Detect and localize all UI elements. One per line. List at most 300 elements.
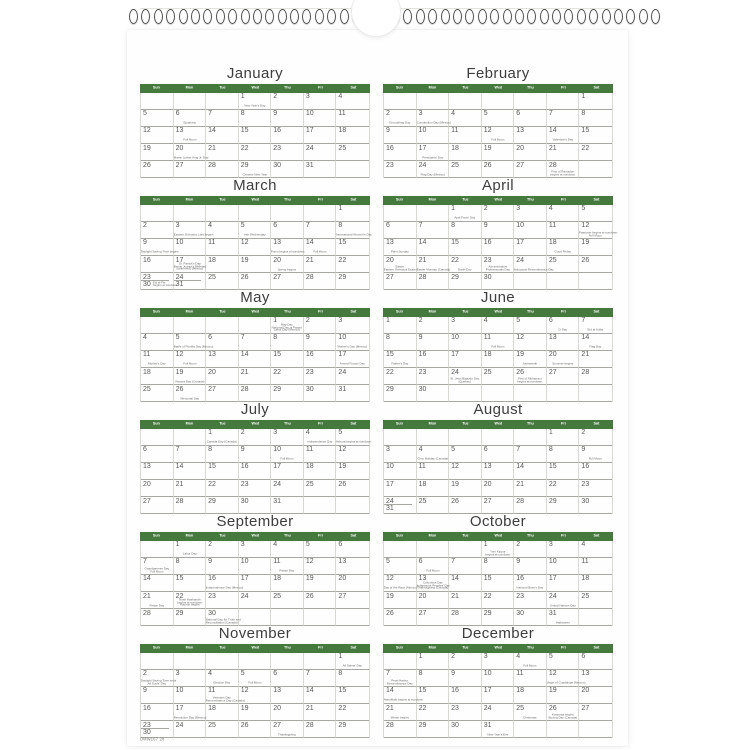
wire-loop-icon bbox=[626, 9, 635, 24]
day-cell bbox=[417, 670, 450, 687]
weekday-header-bar bbox=[140, 308, 370, 317]
day-number: 14 bbox=[143, 575, 151, 583]
wire-loop-icon bbox=[441, 9, 450, 24]
split-overflow-day bbox=[384, 504, 412, 514]
holiday-label: Virgin of Guadalupe (Mexico) bbox=[546, 681, 586, 686]
day-cell bbox=[271, 127, 304, 144]
day-number: 3 bbox=[273, 429, 278, 436]
holiday-label: Memorial Day bbox=[180, 397, 199, 401]
day-cell bbox=[449, 429, 482, 446]
day-number: 2 bbox=[581, 429, 586, 436]
day-number: 20 bbox=[143, 480, 151, 488]
day-cell bbox=[239, 334, 272, 351]
day-number: 23 bbox=[143, 721, 151, 729]
day-number: 24 bbox=[175, 273, 184, 281]
day-number: 21 bbox=[143, 592, 151, 600]
day-number: 18 bbox=[451, 144, 459, 152]
day-cell bbox=[239, 205, 272, 222]
weekday-label: Wed bbox=[251, 86, 259, 90]
day-number: 14 bbox=[581, 334, 590, 342]
weekday-label: Wed bbox=[494, 422, 502, 426]
day-cell bbox=[304, 239, 337, 256]
day-cell bbox=[482, 609, 515, 626]
day-number: 14 bbox=[548, 127, 557, 135]
day-number: 26 bbox=[386, 609, 394, 617]
day-number: 11 bbox=[548, 222, 557, 230]
day-cell bbox=[449, 592, 482, 609]
day-number: 24 bbox=[516, 256, 525, 264]
day-cell bbox=[547, 273, 580, 290]
weekday-label: Thu bbox=[284, 310, 292, 314]
day-number: 27 bbox=[483, 497, 492, 505]
day-cell bbox=[336, 497, 369, 514]
day-number: 24 bbox=[175, 721, 184, 729]
weekday-label: Sat bbox=[593, 86, 600, 90]
day-cell bbox=[206, 351, 239, 368]
day-cell bbox=[579, 592, 612, 609]
day-cell bbox=[336, 351, 369, 368]
day-number: 9 bbox=[305, 334, 310, 342]
day-cell bbox=[547, 93, 580, 110]
day-number: 19 bbox=[240, 256, 249, 264]
day-number: 20 bbox=[208, 368, 216, 376]
day-number: 7 bbox=[143, 558, 147, 566]
day-cell bbox=[482, 256, 515, 273]
day-number: 1 bbox=[175, 541, 180, 548]
day-number: 3 bbox=[175, 670, 180, 678]
day-cell bbox=[514, 239, 547, 256]
day-number: 14 bbox=[386, 687, 394, 695]
day-cell bbox=[206, 144, 239, 161]
day-number: 18 bbox=[273, 575, 282, 583]
day-cell bbox=[514, 721, 547, 738]
weekday-label: Mon bbox=[185, 310, 194, 314]
day-cell bbox=[384, 351, 417, 368]
day-cell bbox=[417, 385, 450, 402]
day-number: 13 bbox=[418, 575, 427, 583]
day-cell bbox=[174, 480, 207, 497]
day-cell bbox=[579, 609, 612, 626]
day-cell bbox=[304, 541, 337, 558]
day-number: 2 bbox=[386, 110, 390, 118]
day-number: 2 bbox=[143, 222, 147, 230]
day-cell bbox=[239, 127, 272, 144]
day-cell bbox=[482, 670, 515, 687]
day-cell bbox=[174, 429, 207, 446]
day-cell bbox=[140, 670, 177, 687]
day-number: 3 bbox=[240, 541, 245, 548]
weekday-label: Thu bbox=[527, 422, 535, 426]
weekday-label: Fri bbox=[561, 534, 567, 538]
weekday-label: Sun bbox=[152, 422, 160, 426]
day-number: 21 bbox=[581, 351, 590, 359]
holiday-label: Epiphany bbox=[183, 121, 196, 126]
day-number: 16 bbox=[240, 463, 249, 471]
wire-loop-icon bbox=[552, 9, 561, 24]
day-cell bbox=[514, 558, 547, 575]
day-number: 18 bbox=[418, 480, 427, 488]
day-number: 23 bbox=[305, 368, 314, 376]
day-cell bbox=[482, 161, 515, 178]
day-number: 1 bbox=[240, 93, 245, 100]
weekday-label: Wed bbox=[494, 86, 502, 90]
month-august bbox=[383, 402, 613, 514]
month-grid bbox=[140, 205, 373, 291]
day-number: 27 bbox=[273, 273, 282, 281]
day-number: 10 bbox=[548, 558, 557, 566]
day-number: 30 bbox=[516, 609, 525, 617]
day-number: 9 bbox=[240, 446, 245, 454]
day-cell bbox=[174, 256, 207, 273]
day-cell bbox=[449, 463, 482, 480]
holiday-label: Christmas bbox=[523, 715, 537, 720]
day-cell bbox=[417, 222, 450, 239]
day-cell bbox=[206, 110, 239, 127]
day-number: 10 bbox=[516, 222, 525, 230]
day-number: 11 bbox=[338, 110, 346, 118]
day-number: 25 bbox=[208, 721, 216, 729]
day-number: 13 bbox=[516, 127, 525, 135]
weekday-label: Sun bbox=[395, 646, 403, 650]
day-cell bbox=[514, 93, 547, 110]
day-number: 16 bbox=[516, 575, 525, 583]
day-cell bbox=[547, 687, 580, 704]
day-cell bbox=[239, 368, 272, 385]
day-number: 28 bbox=[451, 609, 459, 617]
day-cell bbox=[547, 351, 580, 368]
day-cell bbox=[449, 721, 482, 738]
day-number: 18 bbox=[516, 687, 525, 695]
wire-binding-right bbox=[391, 9, 664, 24]
weekday-label: Thu bbox=[527, 534, 535, 538]
day-cell bbox=[449, 93, 482, 110]
day-number: 27 bbox=[143, 497, 151, 505]
weekday-label: Mon bbox=[428, 310, 437, 314]
day-cell bbox=[239, 317, 272, 334]
day-number: 3 bbox=[386, 446, 390, 454]
day-number: 28 bbox=[305, 721, 314, 729]
day-cell bbox=[304, 687, 337, 704]
day-cell bbox=[384, 429, 417, 446]
wire-loop-icon bbox=[478, 9, 487, 24]
day-cell bbox=[206, 368, 239, 385]
day-number: 11 bbox=[208, 687, 216, 695]
weekday-label: Wed bbox=[251, 310, 259, 314]
day-cell bbox=[579, 704, 612, 721]
day-cell bbox=[239, 558, 272, 575]
holiday-label: Palm Sunday bbox=[390, 250, 409, 255]
weekday-label: Fri bbox=[318, 646, 324, 650]
holiday-label: Chinese New Year bbox=[242, 173, 267, 177]
day-number: 20 bbox=[386, 256, 394, 264]
day-cell bbox=[206, 161, 239, 178]
holiday-label: St. Jean Baptiste Day (Quebec) bbox=[450, 377, 480, 384]
day-cell bbox=[174, 93, 207, 110]
holiday-label: Administrative Professionals Day bbox=[485, 265, 510, 272]
holiday-label: Summer begins bbox=[552, 362, 574, 367]
day-cell bbox=[304, 721, 337, 738]
day-cell bbox=[579, 351, 612, 368]
day-cell bbox=[482, 368, 515, 385]
month-june bbox=[383, 290, 613, 402]
day-cell bbox=[239, 93, 272, 110]
day-cell bbox=[482, 429, 515, 446]
day-number: 7 bbox=[516, 446, 521, 454]
weekday-label: Sat bbox=[350, 534, 357, 538]
holiday-label: Eastern Orthodox Lent begins bbox=[173, 233, 214, 238]
day-cell bbox=[336, 429, 372, 446]
day-cell bbox=[417, 704, 450, 721]
day-cell bbox=[547, 368, 580, 385]
day-cell bbox=[174, 110, 207, 127]
day-cell bbox=[304, 385, 337, 402]
weekday-label: Tue bbox=[218, 646, 226, 650]
day-cell bbox=[514, 480, 547, 497]
day-cell bbox=[384, 575, 417, 592]
day-cell bbox=[304, 609, 337, 626]
holiday-label: May Day National Day of Prayer Labor Day (Mexico) bbox=[271, 322, 303, 332]
day-number: 7 bbox=[581, 317, 586, 324]
day-number: 17 bbox=[386, 480, 394, 488]
day-cell bbox=[449, 161, 482, 178]
day-cell bbox=[206, 256, 239, 273]
day-cell bbox=[174, 368, 207, 385]
holiday-label: International Women's Day bbox=[336, 233, 373, 238]
holiday-label: Kwanzaa begins Boxing Day (Canada) bbox=[548, 713, 577, 720]
day-cell bbox=[579, 127, 612, 144]
day-number: 14 bbox=[418, 239, 427, 247]
day-number: 27 bbox=[208, 385, 216, 393]
day-cell bbox=[384, 334, 417, 351]
weekday-header-bar bbox=[383, 420, 613, 429]
day-cell bbox=[271, 575, 304, 592]
weekday-label: Sun bbox=[395, 422, 403, 426]
holiday-label: Pearl Harbor Remembrance Day bbox=[386, 678, 413, 686]
holiday-label: Father's Day bbox=[391, 362, 409, 367]
day-number: 12 bbox=[143, 127, 151, 135]
day-number: 11 bbox=[143, 351, 151, 359]
day-cell bbox=[449, 334, 482, 351]
day-cell bbox=[239, 256, 272, 273]
month-title: August bbox=[473, 401, 523, 418]
day-number: 31 bbox=[338, 385, 347, 393]
day-cell bbox=[547, 429, 580, 446]
day-cell bbox=[239, 480, 272, 497]
day-cell bbox=[205, 575, 244, 592]
wire-loop-icon bbox=[290, 9, 299, 24]
day-number: 21 bbox=[240, 368, 249, 376]
day-number: 30 bbox=[143, 280, 151, 288]
day-number: 13 bbox=[175, 127, 184, 135]
day-number: 26 bbox=[516, 368, 525, 376]
day-cell bbox=[384, 670, 417, 687]
day-cell bbox=[482, 592, 515, 609]
day-number: 18 bbox=[483, 351, 492, 359]
day-cell bbox=[417, 161, 450, 178]
day-number: 12 bbox=[175, 351, 184, 359]
day-number: 28 bbox=[305, 273, 314, 281]
day-number: 5 bbox=[548, 653, 553, 660]
day-cell bbox=[384, 93, 417, 110]
day-cell bbox=[336, 368, 369, 385]
day-cell bbox=[547, 127, 580, 144]
weekday-label: Tue bbox=[218, 310, 226, 314]
day-number: 6 bbox=[143, 446, 147, 454]
day-number: 4 bbox=[273, 541, 278, 548]
holiday-label: Juneteenth bbox=[522, 362, 538, 367]
day-cell bbox=[579, 653, 612, 670]
day-cell bbox=[482, 497, 515, 514]
holiday-label: Peace Day bbox=[149, 603, 165, 608]
day-cell bbox=[173, 334, 213, 351]
day-cell bbox=[304, 351, 337, 368]
day-number: 2 bbox=[143, 670, 147, 678]
day-number: 20 bbox=[581, 687, 590, 695]
day-cell bbox=[239, 385, 272, 402]
day-number: 21 bbox=[386, 704, 394, 712]
day-number: 9 bbox=[273, 110, 278, 118]
day-number: 15 bbox=[208, 463, 216, 471]
day-number: 24 bbox=[305, 144, 314, 152]
day-number: 21 bbox=[418, 256, 427, 264]
day-number: 8 bbox=[483, 558, 488, 566]
day-cell bbox=[336, 480, 369, 497]
day-cell bbox=[336, 205, 369, 222]
day-cell bbox=[239, 463, 272, 480]
weekday-label: Thu bbox=[527, 86, 535, 90]
wire-loop-icon bbox=[241, 9, 250, 24]
day-cell bbox=[384, 161, 417, 178]
day-cell bbox=[417, 653, 450, 670]
day-cell bbox=[514, 704, 547, 721]
day-number: 23 bbox=[451, 704, 459, 712]
day-cell bbox=[449, 144, 482, 161]
weekday-label: Sun bbox=[395, 86, 403, 90]
day-number: 1 bbox=[548, 429, 553, 436]
weekday-label: Sat bbox=[593, 646, 600, 650]
day-cell bbox=[206, 429, 239, 446]
wire-loop-icon bbox=[503, 9, 512, 24]
day-cell bbox=[514, 575, 547, 592]
day-number: 16 bbox=[305, 351, 314, 359]
day-number: 22 bbox=[451, 256, 459, 264]
day-number: 24 bbox=[273, 480, 282, 488]
day-cell bbox=[417, 127, 450, 144]
day-cell bbox=[141, 368, 174, 385]
wire-loop-icon bbox=[564, 9, 573, 24]
day-cell bbox=[304, 144, 337, 161]
day-number: 29 bbox=[548, 497, 557, 505]
day-number: 5 bbox=[143, 110, 147, 118]
day-cell bbox=[141, 558, 174, 575]
day-cell bbox=[336, 273, 369, 290]
day-number: 3 bbox=[451, 317, 456, 324]
day-number: 19 bbox=[516, 351, 525, 359]
day-number: 25 bbox=[418, 497, 427, 505]
wire-loop-icon bbox=[203, 9, 212, 24]
day-number: 3 bbox=[175, 222, 180, 230]
holiday-label: Full Moon bbox=[425, 569, 439, 574]
weekday-label: Tue bbox=[218, 86, 226, 90]
day-cell bbox=[206, 463, 239, 480]
weekday-label: Fri bbox=[561, 310, 567, 314]
holiday-label: Spring begins bbox=[277, 267, 297, 272]
day-cell bbox=[384, 368, 417, 385]
day-number: 5 bbox=[386, 558, 390, 566]
calendar-page bbox=[127, 30, 628, 746]
holiday-label: Full Moon bbox=[182, 138, 196, 143]
day-cell bbox=[384, 653, 417, 670]
day-cell bbox=[141, 93, 174, 110]
day-number: 2 bbox=[273, 93, 278, 100]
day-number: 1 bbox=[338, 653, 343, 660]
day-cell bbox=[547, 239, 580, 256]
day-cell bbox=[417, 463, 450, 480]
day-number: 11 bbox=[273, 558, 281, 566]
weekday-label: Sat bbox=[350, 86, 357, 90]
day-cell bbox=[271, 256, 304, 273]
day-cell bbox=[449, 480, 482, 497]
day-cell bbox=[206, 446, 239, 463]
day-cell bbox=[239, 704, 272, 721]
day-cell bbox=[482, 222, 515, 239]
day-cell bbox=[384, 205, 417, 222]
day-cell bbox=[579, 429, 612, 446]
day-number: 6 bbox=[273, 222, 278, 230]
month-title: April bbox=[481, 177, 514, 194]
day-number: 22 bbox=[240, 144, 249, 152]
holiday-label: Day of the Race (Mexico) bbox=[383, 586, 418, 591]
day-cell bbox=[304, 256, 337, 273]
day-number: 27 bbox=[338, 592, 347, 600]
day-number: 29 bbox=[338, 273, 347, 281]
day-cell bbox=[579, 93, 612, 110]
day-number: 4 bbox=[451, 110, 456, 118]
day-cell bbox=[304, 575, 337, 592]
day-cell bbox=[304, 317, 337, 334]
day-number: 24 bbox=[386, 497, 394, 505]
day-number: 16 bbox=[386, 144, 394, 152]
day-cell bbox=[239, 670, 272, 687]
day-number: 24 bbox=[451, 368, 459, 376]
day-cell bbox=[304, 558, 337, 575]
weekday-label: Sat bbox=[350, 422, 357, 426]
month-grid bbox=[140, 541, 370, 627]
day-cell bbox=[174, 317, 207, 334]
holiday-label: New Year's Day bbox=[243, 104, 266, 108]
day-cell bbox=[449, 653, 482, 670]
day-number: 9 bbox=[451, 670, 456, 678]
day-cell bbox=[271, 334, 304, 351]
day-cell bbox=[336, 144, 369, 161]
day-cell bbox=[271, 653, 304, 670]
day-number: 6 bbox=[483, 446, 488, 454]
day-number: 16 bbox=[143, 704, 151, 712]
weekday-label: Tue bbox=[461, 422, 469, 426]
day-cell bbox=[482, 334, 515, 351]
weekday-header-bar bbox=[140, 196, 370, 205]
day-number: 13 bbox=[581, 670, 590, 678]
day-number: 18 bbox=[338, 127, 347, 135]
day-number: 29 bbox=[418, 721, 427, 729]
day-number: 3 bbox=[548, 541, 553, 548]
day-cell bbox=[336, 575, 369, 592]
day-number: 22 bbox=[338, 704, 347, 712]
weekday-label: Sun bbox=[152, 310, 160, 314]
day-cell bbox=[417, 558, 450, 575]
day-cell bbox=[174, 687, 207, 704]
day-number: 1 bbox=[386, 317, 390, 324]
